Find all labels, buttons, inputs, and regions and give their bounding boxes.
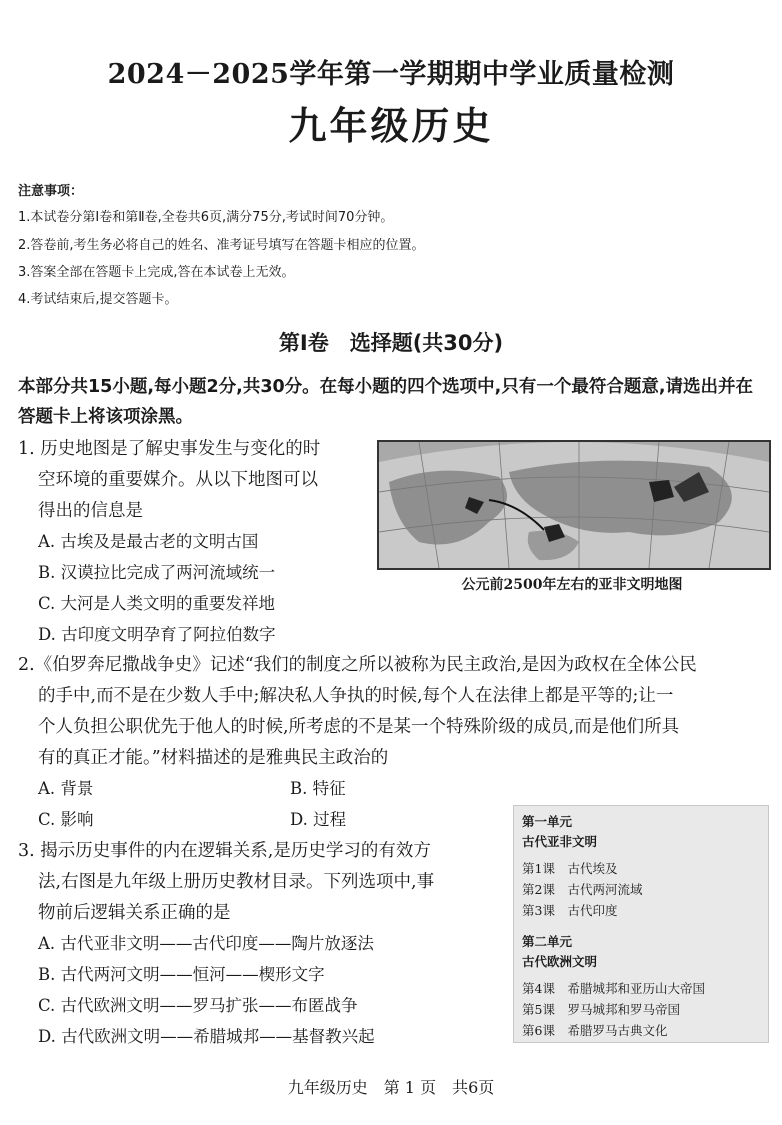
toc-lesson: 第3课 古代印度 <box>522 903 618 918</box>
notice-item: 3.答案全部在答题卡上完成,答在本试卷上无效。 <box>18 265 295 280</box>
q3-option-b: B. 古代两河文明——恒河——楔形文字 <box>38 965 325 984</box>
q1-stem: 得出的信息是 <box>38 501 143 521</box>
page-footer: 九年级历史 第 1 页 共6页 <box>287 1078 495 1097</box>
subject-title: 九年级历史 <box>288 103 494 148</box>
map-illustration <box>379 442 769 568</box>
q1-option-a: A. 古埃及是最古老的文明古国 <box>38 532 259 551</box>
q2-option-b: B. 特征 <box>290 779 346 798</box>
map-caption: 公元前2500年左右的亚非文明地图 <box>461 577 683 593</box>
q3-stem: 3. 揭示历史事件的内在逻辑关系,是历史学习的有效方 <box>18 841 431 861</box>
q3-option-d: D. 古代欧洲文明——希腊城邦——基督教兴起 <box>38 1027 375 1046</box>
toc-lesson: 第1课 古代埃及 <box>522 861 618 876</box>
toc-lesson: 第5课 罗马城邦和罗马帝国 <box>522 1002 680 1017</box>
q2-stem: 的手中,而不是在少数人手中;解决私人争执的时候,每个人在法律上都是平等的;让一 <box>38 686 674 706</box>
q1-option-d: D. 古印度文明孕育了阿拉伯数字 <box>38 625 276 644</box>
q2-option-d: D. 过程 <box>290 810 347 829</box>
section-intro: 本部分共15小题,每小题2分,共30分。在每小题的四个选项中,只有一个最符合题意,请选出并在答题卡上将该项涂黑。 <box>18 377 753 427</box>
q3-option-c: C. 古代欧洲文明——罗马扩张——布匿战争 <box>38 996 358 1015</box>
civilization-map-image <box>377 440 771 570</box>
q1-option-c: C. 大河是人类文明的重要发祥地 <box>38 594 276 613</box>
q1-stem: 空环境的重要媒介。从以下地图可以 <box>38 470 318 490</box>
toc-unit2-name: 古代欧洲文明 <box>522 954 598 969</box>
q3-stem: 法,右图是九年级上册历史教材目录。下列选项中,事 <box>38 872 435 892</box>
q3-stem: 物前后逻辑关系正确的是 <box>38 903 231 923</box>
textbook-toc-image <box>513 805 769 1043</box>
toc-unit1: 第一单元 <box>522 814 573 829</box>
toc-unit2: 第二单元 <box>522 934 573 949</box>
q1-option-b: B. 汉谟拉比完成了两河流域统一 <box>38 563 276 582</box>
q2-stem: 2.《伯罗奔尼撒战争史》记述“我们的制度之所以被称为民主政治,是因为政权在全体公民 <box>18 655 697 675</box>
q3-option-a: A. 古代亚非文明——古代印度——陶片放逐法 <box>38 934 374 953</box>
toc-lesson: 第2课 古代两河流域 <box>522 882 643 897</box>
notice-item: 2.答卷前,考生务必将自己的姓名、准考证号填写在答题卡相应的位置。 <box>18 238 425 253</box>
notice-item: 1.本试卷分第Ⅰ卷和第Ⅱ卷,全卷共6页,满分75分,考试时间70分钟。 <box>18 210 394 225</box>
q1-stem: 1. 历史地图是了解史事发生与变化的时 <box>18 439 321 459</box>
q2-stem: 个人负担公职优先于他人的时候,所考虑的不是某一个特殊阶级的成员,而是他们所具 <box>38 717 680 737</box>
notice-item: 4.考试结束后,提交答题卡。 <box>18 292 178 307</box>
exam-title: 2024－2025学年第一学期期中学业质量检测 <box>107 59 675 90</box>
toc-lesson: 第4课 希腊城邦和亚历山大帝国 <box>522 981 705 996</box>
toc-unit1-name: 古代亚非文明 <box>522 834 598 849</box>
q2-option-c: C. 影响 <box>38 810 94 829</box>
notice-heading: 注意事项： <box>18 184 84 199</box>
toc-lesson: 第6课 希腊罗马古典文化 <box>522 1023 668 1038</box>
q2-stem: 有的真正才能。”材料描述的是雅典民主政治的 <box>38 748 389 768</box>
q2-option-a: A. 背景 <box>38 779 94 798</box>
section-title: 第Ⅰ卷 选择题(共30分) <box>278 331 504 355</box>
